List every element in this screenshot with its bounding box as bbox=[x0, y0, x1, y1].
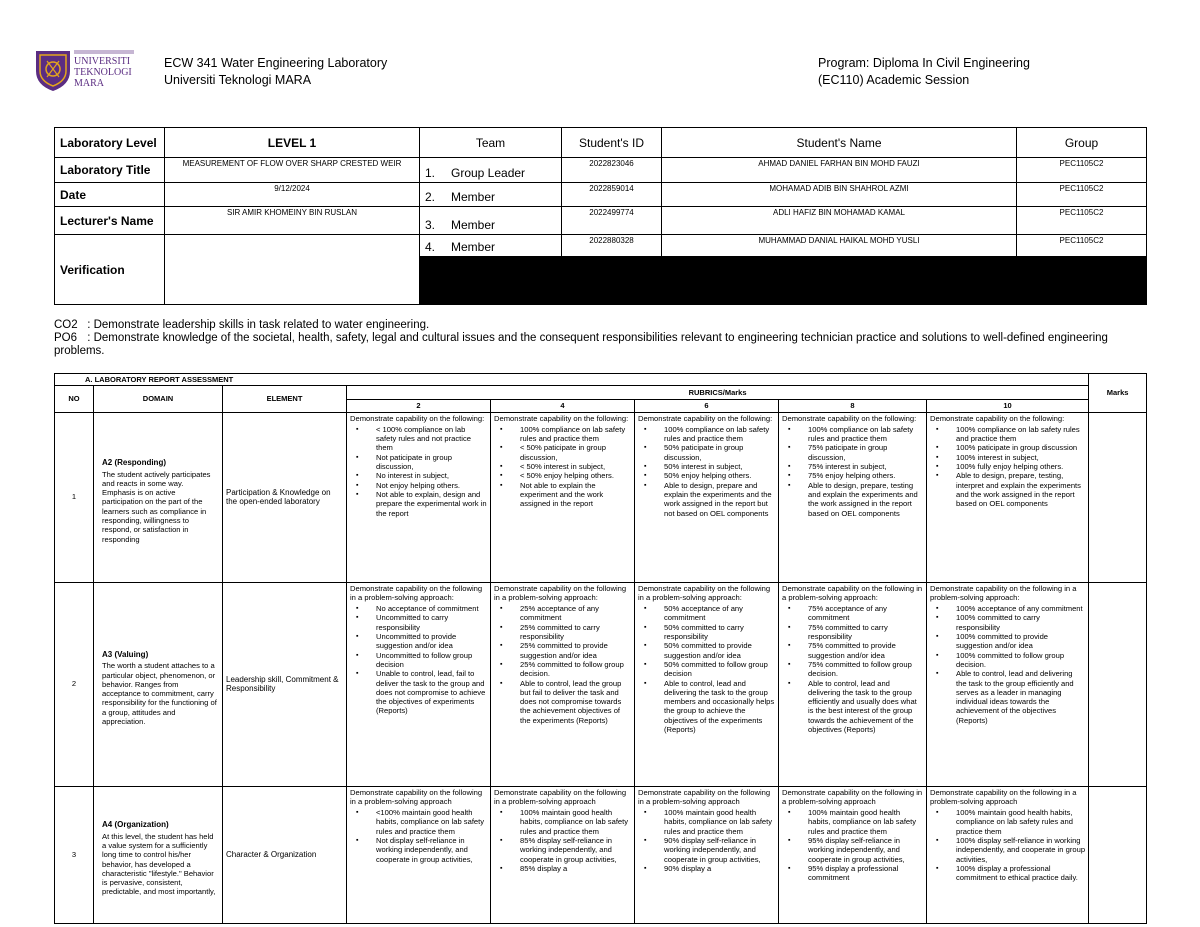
domain-title: A3 (Valuing) bbox=[102, 649, 149, 659]
student-name-1: AHMAD DANIEL FARHAN BIN MOHD FAUZI bbox=[662, 158, 1017, 183]
group-header: Group bbox=[1017, 128, 1147, 158]
criteria-cell: Demonstrate capability on the following in a problem-solving approach ▪ 100% maintain good health habits, compliance on lab safety rules and practice them ▪ 100% display self-reliance in working independently, and cooperate in group activities, ▪ 100% display a professional commitment to ethical practice daily. bbox=[927, 786, 1089, 923]
student-name-3: ADLI HAFIZ BIN MOHAMAD KAMAL bbox=[662, 207, 1017, 235]
marks-cell bbox=[1089, 786, 1147, 923]
student-group-2: PEC1105C2 bbox=[1017, 183, 1147, 207]
criteria-cell: Demonstrate capability on the following in a problem-solving approach: ▪ No acceptance of commitment ▪ Uncommitted to carry responsibility ▪ Uncommitted to provide suggestion and/or idea ▪ Uncommitted to follow group decision ▪ Unable to control, lead, fail to deliver the task to the group and does not compromise to achieve the objectives of experiments (Reports) bbox=[347, 582, 491, 786]
no-header: NO bbox=[55, 386, 94, 412]
verification-value bbox=[165, 235, 420, 305]
criteria-cell: Demonstrate capability on the following in a problem-solving approach: ▪ 100% acceptance of any commitment ▪ 100% committed to carry responsibility ▪ 100% committed to provide suggestion and/or idea ▪ 100% committed to follow group decision. ▪ Able to control, lead and delivering the task to the group efficiently and serves as a leader in managing individual ideas towards the achievement of the objectives (Reports) bbox=[927, 582, 1089, 786]
score-header-2: 2 bbox=[347, 400, 491, 412]
criteria-cell: Demonstrate capability on the following in a problem-solving approach ▪ <100% maintain good health habits, compliance on lab safety rules and practice them ▪ Not display self-reliance in working independently, and cooperate in group activities, bbox=[347, 786, 491, 923]
criteria-cell: Demonstrate capability on the following in a problem-solving approach ▪ 100% maintain good health habits, compliance on lab safety rules and practice them ▪ 95% display self-reliance in working independently, and cooperate in group activities, ▪ 95% display a professional commitment bbox=[779, 786, 927, 923]
criteria-cell: Demonstrate capability on the following in a problem-solving approach: ▪ 50% acceptance of any commitment ▪ 50% committed to carry responsibility ▪ 50% committed to provide suggestion and/or idea ▪ 50% committed to follow group decision ▪ Able to control, lead and delivering the task to the group members and occasionally helps the group to achieve the objectives of the experiments (Reports) bbox=[635, 582, 779, 786]
student-name-4: MUHAMMAD DANIAL HAIKAL MOHD YUSLI bbox=[662, 235, 1017, 257]
student-name-2: MOHAMAD ADIB BIN SHAHROL AZMI bbox=[662, 183, 1017, 207]
title-label: Laboratory Title bbox=[55, 158, 165, 183]
lecturer-value: SIR AMIR KHOMEINY BIN RUSLAN bbox=[165, 207, 420, 235]
team-role-4: 4. Member bbox=[420, 235, 562, 257]
domain-description: At this level, the student has held a value system for a sufficiently long time to control his/her behavior, has developed a characteristic "lifestyle." Behavior is pervasive, consistent, predictable, and most importantly, bbox=[102, 831, 216, 897]
team-role-1: 1. Group Leader bbox=[420, 158, 562, 183]
date-label: Date bbox=[55, 183, 165, 207]
score-header-10: 10 bbox=[927, 400, 1089, 412]
criteria-cell: Demonstrate capability on the following in a problem-solving approach ▪ 100% maintain good health habits, compliance on lab safety rules and practice them ▪ 90% display self-reliance in working independently, and cooperate in group activities, ▪ 90% display a bbox=[635, 786, 779, 923]
domain-cell bbox=[94, 786, 223, 923]
rubrics-header: RUBRICS/Marks bbox=[347, 386, 1089, 400]
row-number: 2 bbox=[55, 582, 94, 786]
academic-session: (EC110) Academic Session bbox=[818, 73, 970, 87]
lab-info-table bbox=[54, 127, 1147, 305]
student-group-4: PEC1105C2 bbox=[1017, 235, 1147, 257]
criteria-cell: Demonstrate capability on the following: ▪ 100% compliance on lab safety rules and practice them ▪ 75% paticipate in group discussion, ▪ 75% interest in subject, ▪ 75% enjoy helping others. ▪ Able to design, prepare, testing and explain the experiments and the work assigned in the report based on OEL components bbox=[779, 412, 927, 582]
student-id-2: 2022859014 bbox=[562, 183, 662, 207]
student-id-1: 2022823046 bbox=[562, 158, 662, 183]
domain-cell bbox=[94, 582, 223, 786]
criteria-cell: Demonstrate capability on the following in a problem-solving approach: ▪ 75% acceptance of any commitment ▪ 75% committed to carry responsibility ▪ 75% committed to provide suggestion and/or idea ▪ 75% committed to follow group decision. ▪ Able to control, lead and delivering the task to the group efficiently and usually does what is the best interest of the group towards the achievement of the objectives (Reports) bbox=[779, 582, 927, 786]
logo-line-3: MARA bbox=[74, 78, 105, 89]
student-id-3: 2022499774 bbox=[562, 207, 662, 235]
domain-title: A2 (Responding) bbox=[102, 458, 166, 468]
uitm-logo bbox=[34, 47, 140, 93]
row-number: 1 bbox=[55, 412, 94, 582]
student-group-1: PEC1105C2 bbox=[1017, 158, 1147, 183]
section-title: A. LABORATORY REPORT ASSESSMENT bbox=[55, 374, 1089, 386]
criteria-cell: Demonstrate capability on the following: ▪ 100% compliance on lab safety rules and practice them ▪ < 50% paticipate in group discussion, ▪ < 50% interest in subject, ▪ < 50% enjoy helping others. ▪ Not able to explain the experiment and the work assigned in the report bbox=[491, 412, 635, 582]
domain-cell bbox=[94, 412, 223, 582]
lecturer-label: Lecturer's Name bbox=[55, 207, 165, 235]
score-header-6: 6 bbox=[635, 400, 779, 412]
program-header bbox=[818, 55, 1030, 89]
logo-line-2: TEKNOLOGI bbox=[74, 67, 132, 78]
rubric-table bbox=[54, 373, 1147, 924]
outcome-co2: CO2 : Demonstrate leadership skills in task related to water engineering. bbox=[54, 319, 430, 331]
marks-cell bbox=[1089, 412, 1147, 582]
student-id-header: Student's ID bbox=[562, 128, 662, 158]
criteria-cell: Demonstrate capability on the following: ▪ 100% compliance on lab safety rules and practice them ▪ 100% paticipate in group discussion ▪ 100% interest in subject, ▪ 100% fully enjoy helping others. ▪ Able to design, prepare, testing, interpret and explain the experiments and the work assigned in the report based on OEL components bbox=[927, 412, 1089, 582]
marks-header: Marks bbox=[1089, 374, 1147, 413]
course-header bbox=[164, 55, 387, 89]
student-id-4: 2022880328 bbox=[562, 235, 662, 257]
criteria-cell: Demonstrate capability on the following in a problem-solving approach ▪ 100% maintain good health habits, compliance on lab safety rules and practice them ▪ 85% display self-reliance in working independently, and cooperate in group activities, ▪ 85% display a bbox=[491, 786, 635, 923]
domain-title: A4 (Organization) bbox=[102, 820, 169, 830]
university-name: Universiti Teknologi MARA bbox=[164, 73, 312, 87]
student-group-3: PEC1105C2 bbox=[1017, 207, 1147, 235]
verification-label: Verification bbox=[55, 235, 165, 305]
program-title: Program: Diploma In Civil Engineering bbox=[818, 56, 1030, 70]
course-outcomes bbox=[54, 319, 1146, 358]
level-label: Laboratory Level bbox=[55, 128, 165, 158]
team-role-2: 2. Member bbox=[420, 183, 562, 207]
element-cell: Participation & Knowledge on the open-ended laboratory bbox=[223, 412, 347, 582]
outcome-po6: PO6 : Demonstrate knowledge of the societal, health, safety, legal and cultural issues and the consequent responsibilities relevant to engineering technician practice and solutions to well-defined engineering problems. bbox=[54, 332, 1108, 357]
blacked-out-area bbox=[420, 257, 1147, 305]
criteria-cell: Demonstrate capability on the following in a problem-solving approach: ▪ 25% acceptance of any commitment ▪ 25% committed to carry responsibility ▪ 25% committed to provide suggestion and/or idea ▪ 25% committed to follow group decision. ▪ Able to control, lead the group but fail to deliver the task and does not compromise towards the achievement objectives of the experiments (Reports) bbox=[491, 582, 635, 786]
element-cell: Character & Organization bbox=[223, 786, 347, 923]
level-value: LEVEL 1 bbox=[165, 128, 420, 158]
team-header: Team bbox=[420, 128, 562, 158]
score-header-8: 8 bbox=[779, 400, 927, 412]
domain-description: The worth a student attaches to a particular object, phenomenon, or behavior. Ranges from acceptance to commitment, carry responsibility for the functioning of a group, attitudes and appreciation. bbox=[102, 661, 217, 726]
element-header: ELEMENT bbox=[223, 386, 347, 412]
course-title: ECW 341 Water Engineering Laboratory bbox=[164, 56, 388, 70]
marks-cell bbox=[1089, 582, 1147, 786]
row-number: 3 bbox=[55, 786, 94, 923]
student-name-header: Student's Name bbox=[662, 128, 1017, 158]
team-role-3: 3. Member bbox=[420, 207, 562, 235]
element-cell: Leadership skill, Commitment & Responsibility bbox=[223, 582, 347, 786]
domain-description: The student actively participates and reacts in some way. Emphasis is on active participation on the part of the learners such as compliance in responding, willingness to respond, or satisfaction in responding bbox=[102, 469, 211, 544]
criteria-cell: Demonstrate capability on the following: ▪ < 100% compliance on lab safety rules and not practice them ▪ Not paticipate in group discussion, ▪ No interest in subject, ▪ Not enjoy helping others. ▪ Not able to explain, design and prepare the experimental work in the report bbox=[347, 412, 491, 582]
domain-header: DOMAIN bbox=[94, 386, 223, 412]
title-value: MEASUREMENT OF FLOW OVER SHARP CRESTED WEIR bbox=[165, 158, 420, 183]
score-header-4: 4 bbox=[491, 400, 635, 412]
date-value: 9/12/2024 bbox=[165, 183, 420, 207]
logo-line-1: UNIVERSITI bbox=[74, 56, 131, 67]
criteria-cell: Demonstrate capability on the following: ▪ 100% compliance on lab safety rules and practice them ▪ 50% paticipate in group discussion, ▪ 50% interest in subject, ▪ 50% enjoy helping others. ▪ Able to design, prepare and explain the experiments and the work assigned in the report but not based on OEL components bbox=[635, 412, 779, 582]
